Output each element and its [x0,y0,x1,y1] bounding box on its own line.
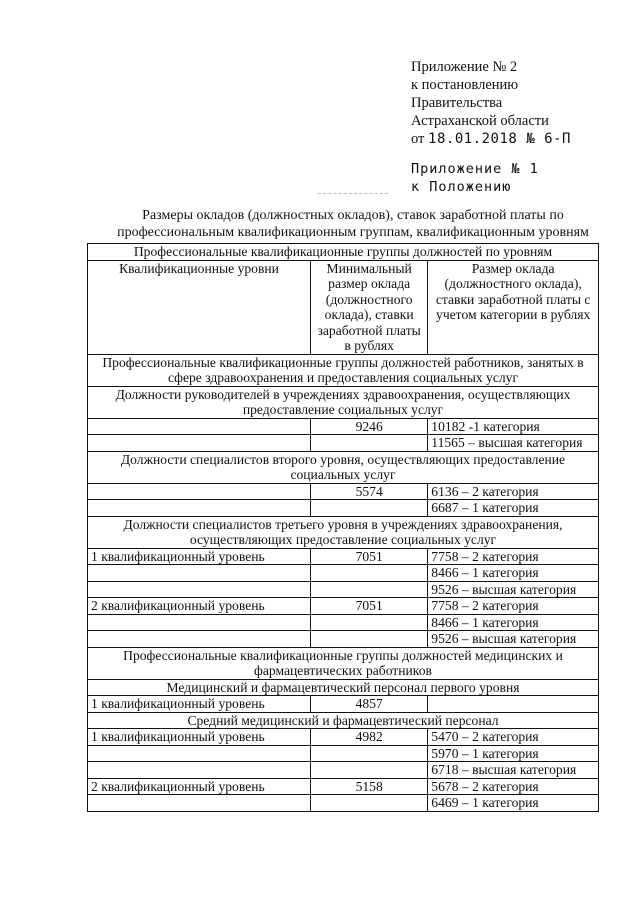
subgroup-row [88,712,599,729]
subgroup-title: Средний медицинский и фармацевтический персонал [88,712,599,729]
table-row [88,795,599,812]
table-row [88,598,599,615]
subgroup-title: Должности специалистов второго уровня, осуществляющих предоставление социальных услуг [88,451,599,483]
table-row [88,483,599,500]
level-cell [88,581,311,598]
faint-divider [318,193,388,194]
subgroup-title: Должности специалистов третьего уровня в учреждениях здравоохранения, осуществляющих предоставление социальных услуг [88,516,599,548]
min-salary-cell [311,581,428,598]
appendix-region: Астраханской области [411,113,549,129]
category-salary-cell: 9526 – высшая категория [428,631,599,648]
column-header-row [88,260,599,354]
appendix-to-regulation: к Положению [411,179,512,195]
category-salary-cell: 5678 – 2 категория [428,778,599,795]
category-salary-cell: 6469 – 1 категория [428,795,599,812]
table-row [88,548,599,565]
category-salary-cell: 6136 – 2 категория [428,483,599,500]
min-salary-cell: 5574 [311,483,428,500]
min-salary-cell: 7051 [311,548,428,565]
min-salary-cell: 4857 [311,696,428,713]
min-salary-cell [311,565,428,582]
level-cell: 1 квалификационный уровень [88,696,311,713]
subgroup-row [88,451,599,483]
subgroup-row [88,386,599,418]
level-cell [88,483,311,500]
level-cell [88,418,311,435]
level-cell [88,762,311,779]
min-salary-cell: 9246 [311,418,428,435]
min-salary-cell [311,762,428,779]
level-cell: 2 квалификационный уровень [88,598,311,615]
category-salary-cell: 10182 -1 категория [428,418,599,435]
subgroup-title: Должности руководителей в учреждениях здравоохранения, осуществляющих предоставление социальных услуг [88,386,599,418]
appendix-number-secondary: Приложение № 1 [411,161,539,177]
category-salary-cell [428,696,599,713]
min-salary-cell [311,631,428,648]
min-salary-cell [311,500,428,517]
category-salary-cell: 8466 – 1 категория [428,565,599,582]
table-row [88,631,599,648]
date-prefix: от [411,131,425,147]
level-cell [88,435,311,452]
level-cell [88,500,311,517]
category-salary-cell: 6687 – 1 категория [428,500,599,517]
level-cell [88,745,311,762]
col-header-min-salary: Минимальный размер оклада (должностного оклада), ставки заработной платы в рублях [311,260,428,354]
category-salary-cell: 7758 – 2 категория [428,598,599,615]
table-row [88,435,599,452]
level-cell [88,795,311,812]
table-row [88,614,599,631]
salary-table [87,243,599,812]
handwritten-date: 18.01.2018 № 6-П [428,131,571,147]
document-title: Размеры окладов (должностных окладов), ставок заработной платы по профессиональным квалификационным группам, квалификационным уровням [117,208,589,240]
level-cell: 2 квалификационный уровень [88,778,311,795]
section-title: Профессиональные квалификационные группы должностей работников, занятых в сфере здравоохранения и предоставления социальных услуг [88,354,599,386]
min-salary-cell: 7051 [311,598,428,615]
table-row [88,565,599,582]
category-salary-cell: 5970 – 1 категория [428,745,599,762]
table-row [88,696,599,713]
section-row [88,647,599,679]
appendix-number: Приложение № 2 [411,59,518,75]
category-salary-cell: 7758 – 2 категория [428,548,599,565]
appendix-header [411,58,571,148]
section-title: Профессиональные квалификационные группы должностей медицинских и фармацевтических работников [88,647,599,679]
col-header-category-salary: Размер оклада (должностного оклада), ставки заработной платы с учетом категории в рублях [428,260,599,354]
table-row [88,778,599,795]
level-cell [88,631,311,648]
top-header-cell: Профессиональные квалификационные группы должностей по уровням [88,244,599,261]
subgroup-row [88,679,599,696]
level-cell [88,565,311,582]
table-row [88,745,599,762]
min-salary-cell [311,745,428,762]
min-salary-cell: 4982 [311,729,428,746]
level-cell: 1 квалификационный уровень [88,729,311,746]
category-salary-cell: 8466 – 1 категория [428,614,599,631]
category-salary-cell: 6718 – высшая категория [428,762,599,779]
min-salary-cell [311,435,428,452]
subgroup-row [88,516,599,548]
category-salary-cell: 9526 – высшая категория [428,581,599,598]
table-row [88,729,599,746]
section-row [88,354,599,386]
category-salary-cell: 5470 – 2 категория [428,729,599,746]
table-row [88,500,599,517]
subgroup-title: Медицинский и фармацевтический персонал первого уровня [88,679,599,696]
appendix-government: Правительства [411,95,503,111]
appendix-header-secondary [411,160,539,196]
min-salary-cell: 5158 [311,778,428,795]
min-salary-cell [311,795,428,812]
table-top-header-row [88,244,599,261]
min-salary-cell [311,614,428,631]
table-row [88,762,599,779]
table-row [88,418,599,435]
appendix-date-line [411,130,571,148]
level-cell: 1 квалификационный уровень [88,548,311,565]
level-cell [88,614,311,631]
table-row [88,581,599,598]
col-header-levels: Квалификационные уровни [88,260,311,354]
category-salary-cell: 11565 – высшая категория [428,435,599,452]
appendix-to-resolution: к постановлению [411,77,519,93]
